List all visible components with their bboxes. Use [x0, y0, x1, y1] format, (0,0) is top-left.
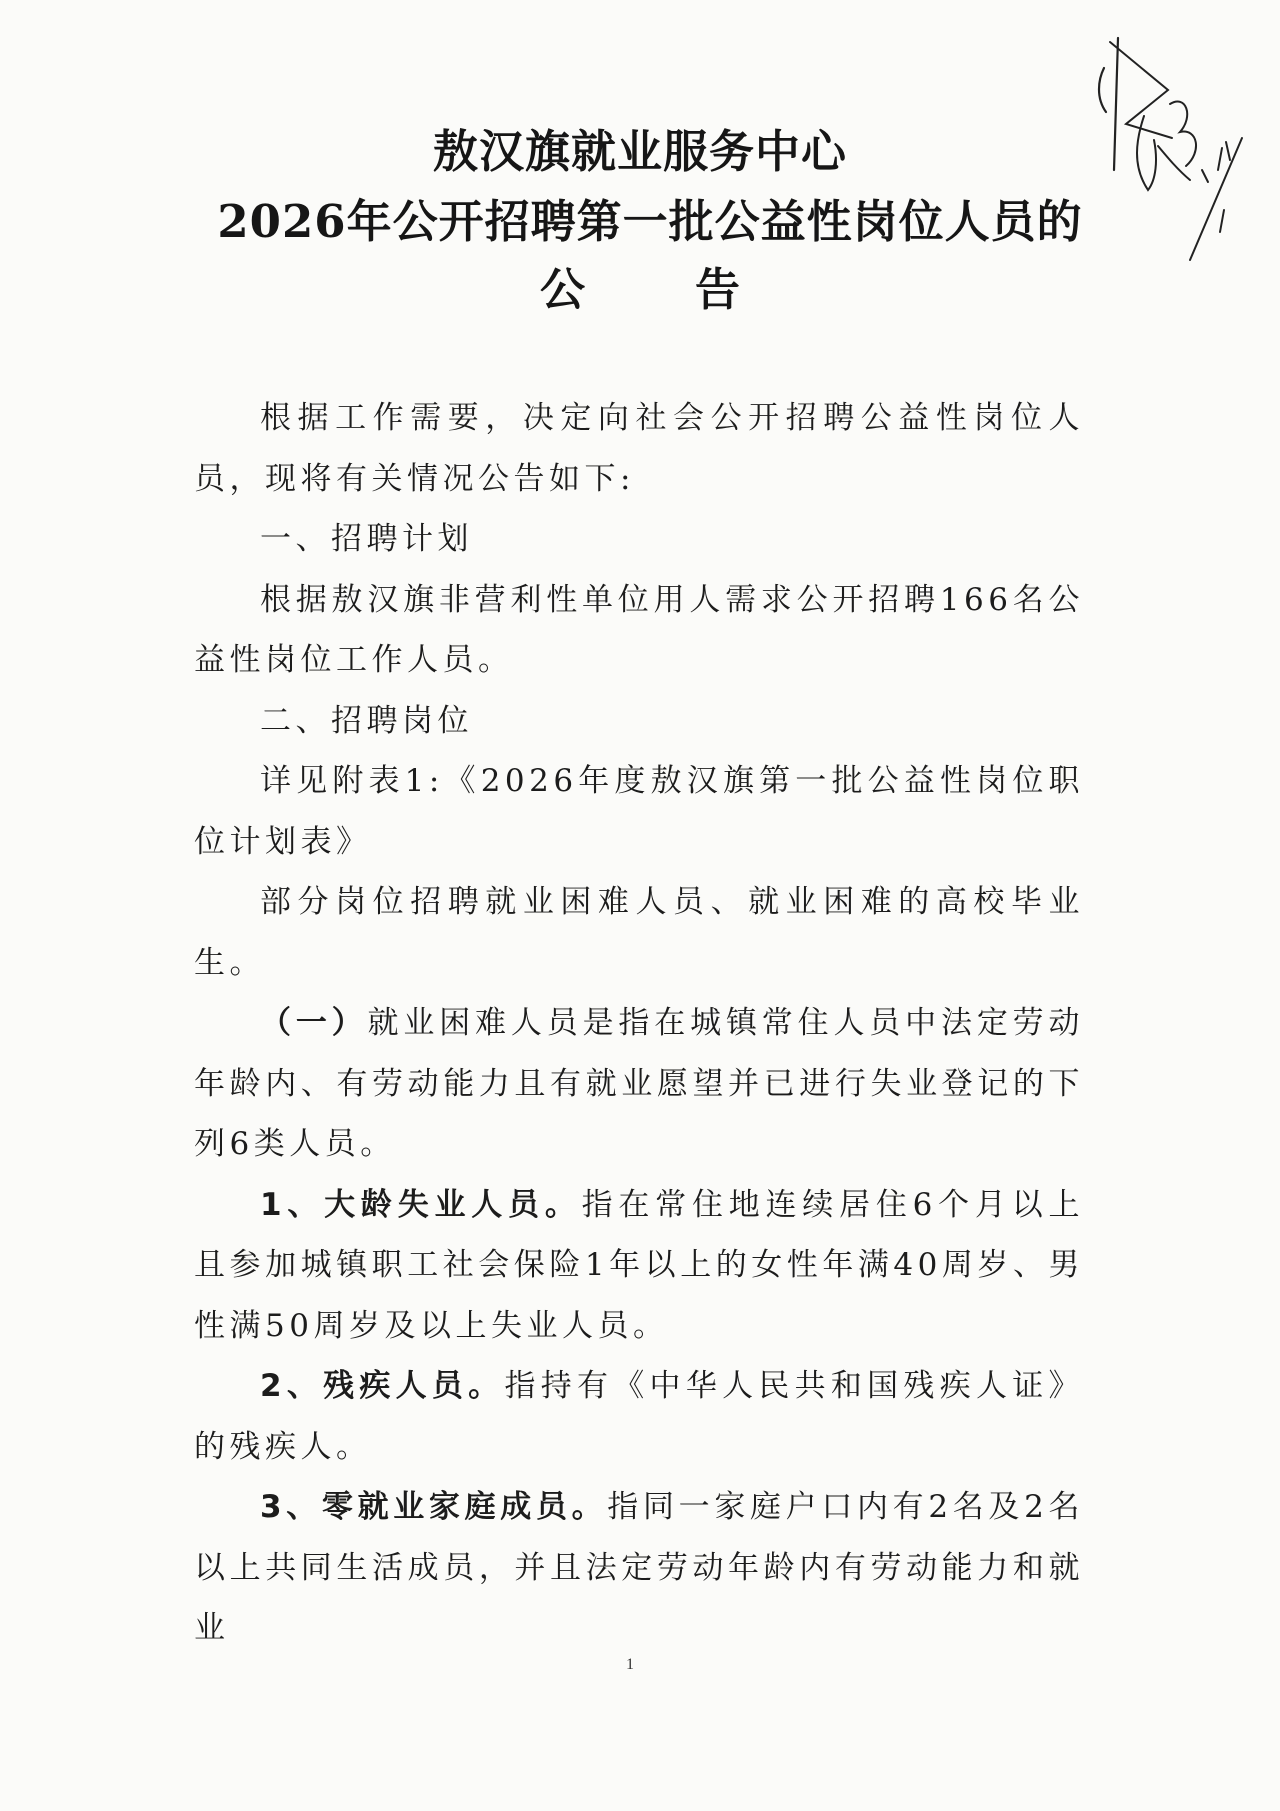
category-1-text: 指在常住地连续居住6个月以上且参加城镇职工社会保险1年以上的女性年满40周岁、男性满50周岁及以上失业人员。	[194, 1186, 1084, 1344]
document-title	[0, 118, 1280, 324]
page-number: 1	[626, 1656, 634, 1673]
category-3-label: 3、零就业家庭成员。	[260, 1489, 608, 1525]
intro-paragraph: 根据工作需要，决定向社会公开招聘公益性岗位人员，现将有关情况公告如下:	[194, 400, 1084, 497]
title-line-3: 公告	[539, 263, 850, 316]
category-1-label: 1、大龄失业人员。	[260, 1186, 582, 1223]
section-plan-text: 根据敖汉旗非营利性单位用人需求公开招聘166名公益性岗位工作人员。	[194, 581, 1084, 678]
section-heading-positions: 二、招聘岗位	[260, 702, 473, 739]
category-2-paragraph	[194, 1356, 1084, 1477]
section-positions-text: 详见附表1:《2026年度敖汉旗第一批公益性岗位职位计划表》	[194, 763, 1084, 860]
section-heading-plan: 一、招聘计划	[260, 521, 473, 557]
category-2-label: 2、残疾人员。	[260, 1368, 505, 1404]
category-1-paragraph	[194, 1175, 1084, 1357]
item-1-paragraph	[194, 993, 1084, 1175]
item-1-prefix: （一）	[260, 1005, 368, 1041]
item-1-text: 就业困难人员是指在城镇常住人员中法定劳动年龄内、有劳动能力且有就业愿望并已进行失业登记的下列6类人员。	[194, 1005, 1085, 1162]
category-3-text: 指同一家庭户口内有2名及2名以上共同生活成员，并且法定劳动年龄内有劳动能力和就业	[194, 1489, 1084, 1646]
title-line-2: 2026年公开招聘第一批公益性岗位人员的	[217, 195, 1083, 248]
category-3-paragraph	[194, 1477, 1084, 1659]
category-2-text: 指持有《中华人民共和国残疾人证》的残疾人。	[194, 1368, 1085, 1465]
title-line-1: 敖汉旗就业服务中心	[432, 125, 847, 178]
section-positions-note: 部分岗位招聘就业困难人员、就业困难的高校毕业生。	[194, 884, 1084, 981]
document-body	[194, 388, 1084, 1659]
